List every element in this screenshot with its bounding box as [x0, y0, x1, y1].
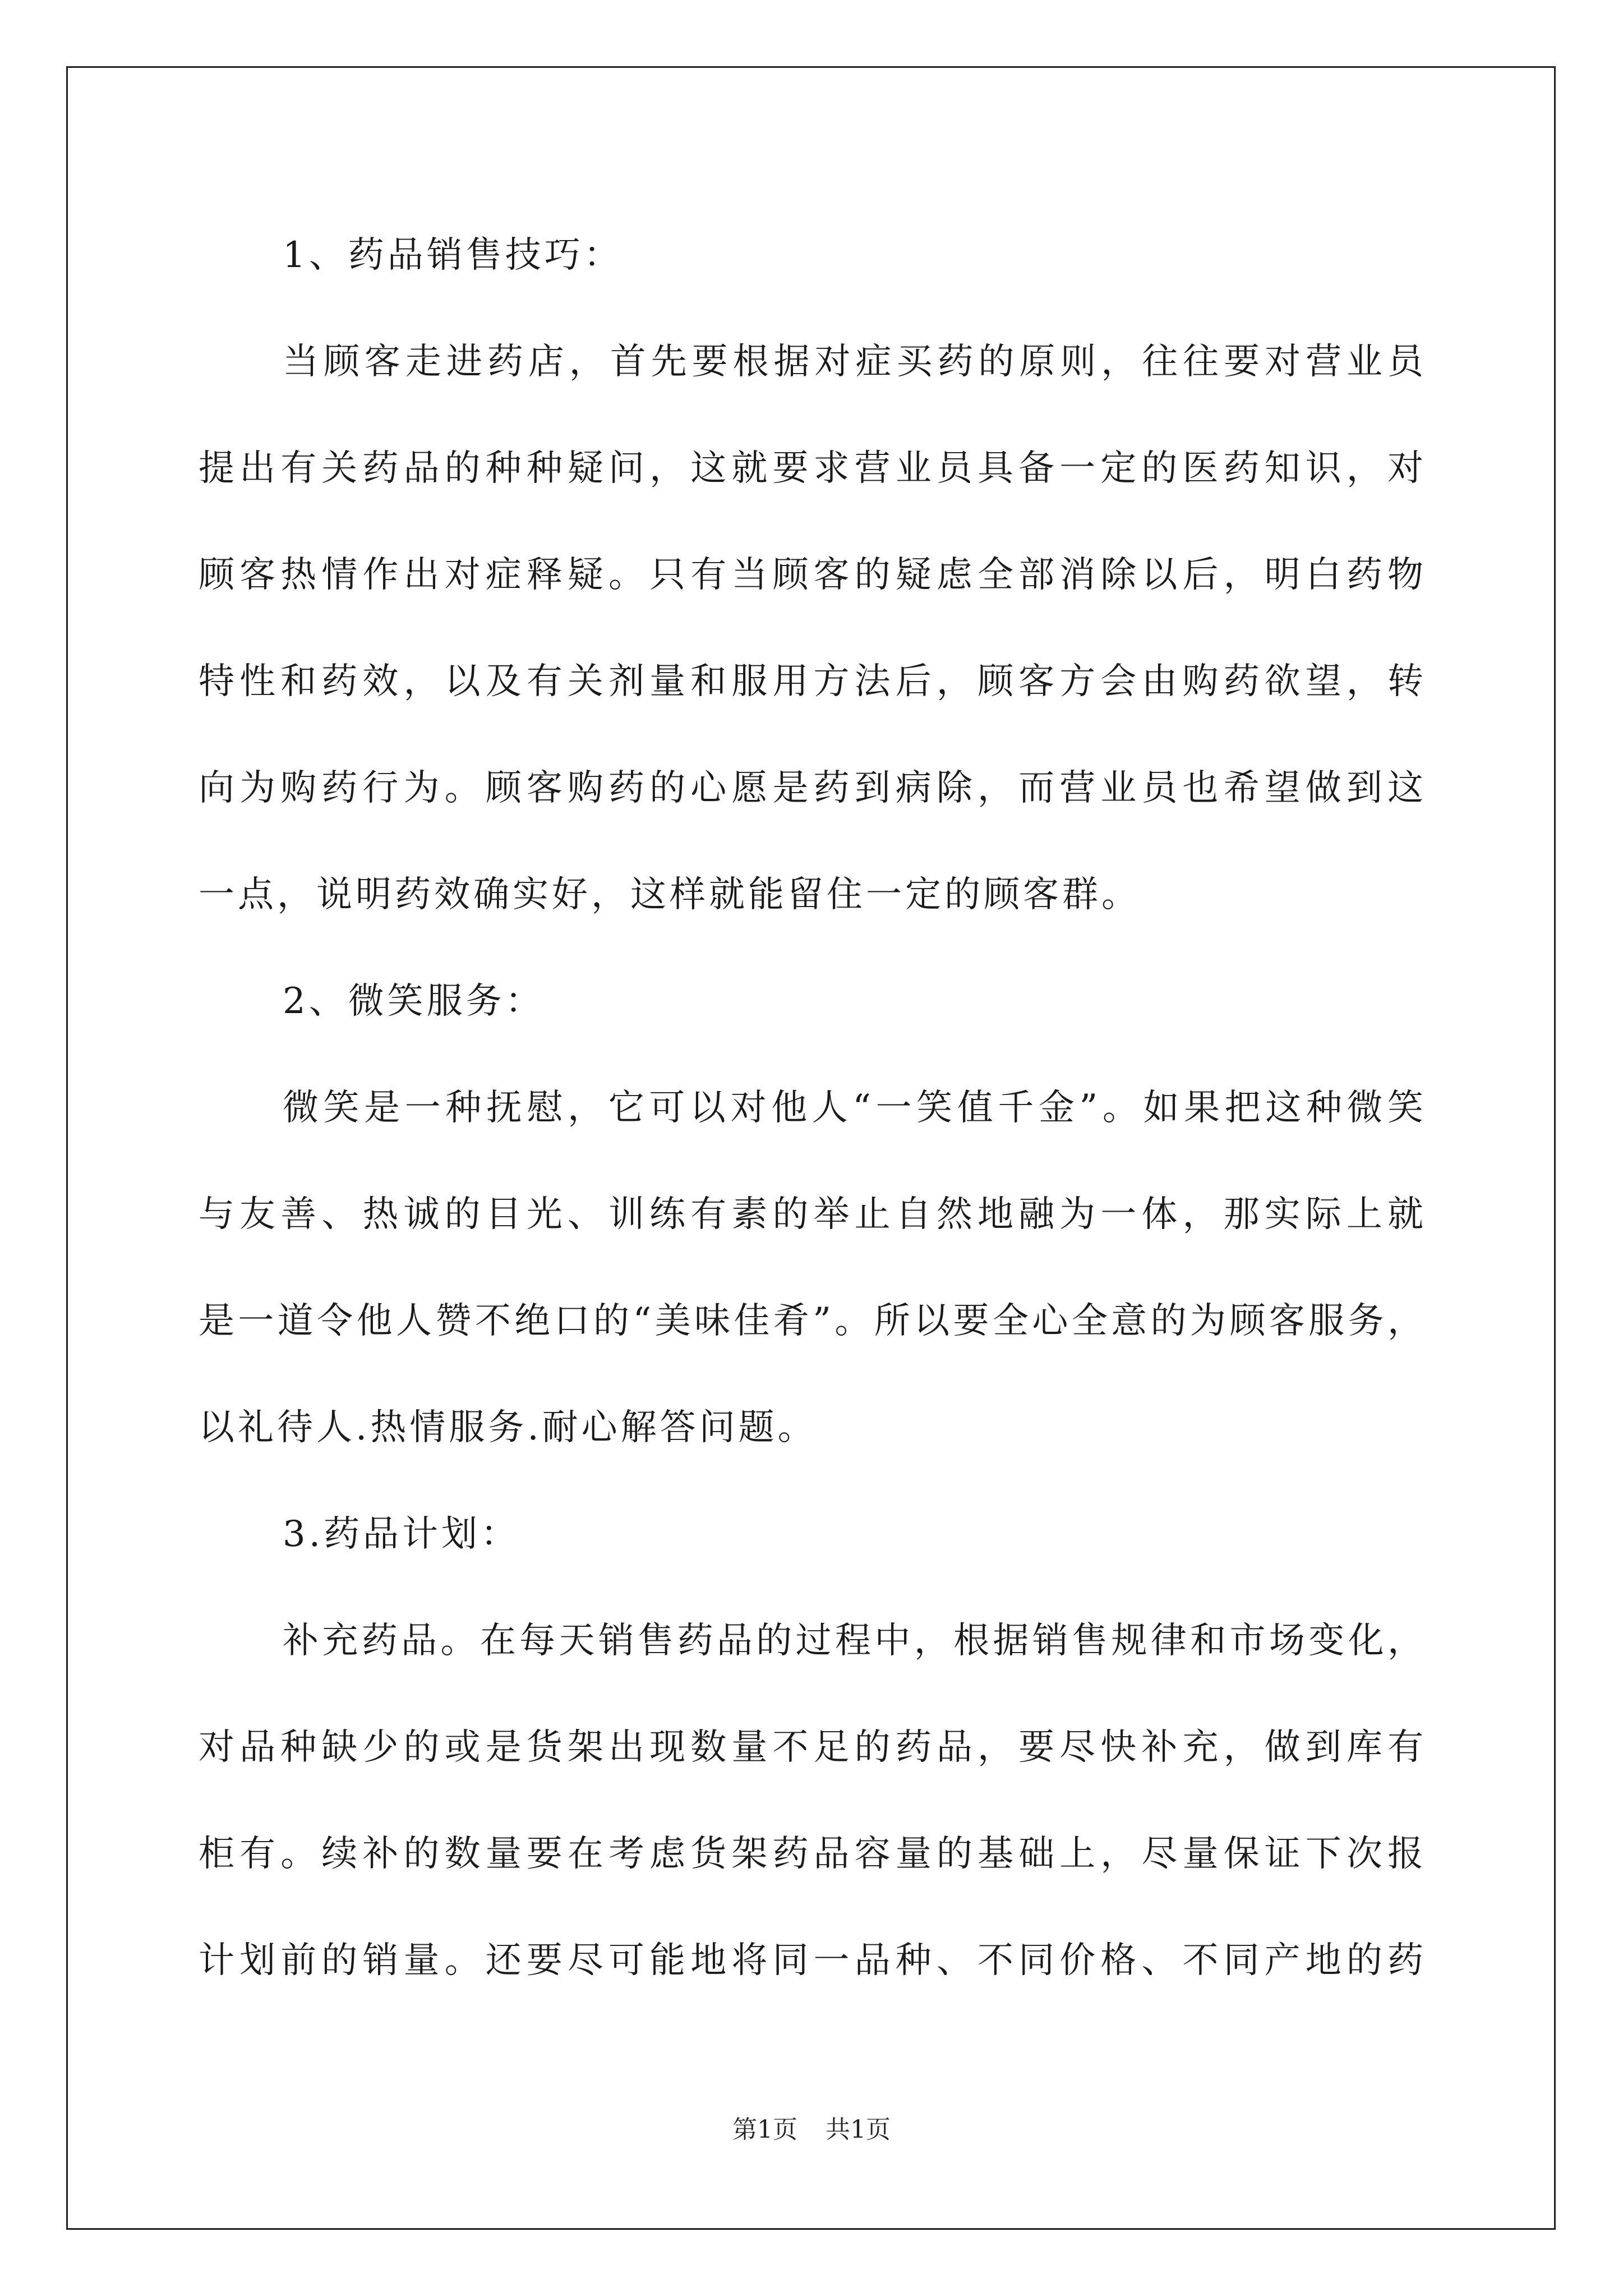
- paragraph-line: 柜有。续补的数量要在考虑货架药品容量的基础上，尽量保证下次报: [199, 1833, 1427, 1875]
- paragraph-line: 向为购药行为。顾客购药的心愿是药到病除，而营业员也希望做到这: [199, 767, 1427, 809]
- section-heading: 1、药品销售技巧：: [283, 234, 623, 276]
- paragraph-line: 特性和药效，以及有关剂量和服用方法后，顾客方会由购药欲望，转: [199, 661, 1427, 702]
- paragraph-line: 以礼待人.热情服务.耐心解答问题。: [199, 1407, 817, 1448]
- paragraph-line: 补充药品。在每天销售药品的过程中，根据销售规律和市场变化，: [283, 1620, 1427, 1662]
- page-footer: [0, 2109, 1623, 2145]
- page-number: 第1页: [732, 2115, 797, 2144]
- paragraph-line: 对品种缺少的或是货架出现数量不足的药品，要尽快补充，做到库有: [199, 1727, 1427, 1768]
- paragraph-line: 一点，说明药效确实好，这样就能留住一定的顾客群。: [199, 874, 1141, 915]
- paragraph-line: 是一道令他人赞不绝口的“美味佳肴”。所以要全心全意的为顾客服务，: [199, 1300, 1427, 1342]
- section-heading: 2、微笑服务：: [283, 981, 545, 1022]
- paragraph-line: 当顾客走进药店，首先要根据对症买药的原则，往往要对营业员: [283, 341, 1427, 383]
- paragraph-line: 微笑是一种抚慰，它可以对他人“一笑值千金”。如果把这种微笑: [283, 1087, 1427, 1129]
- paragraph-line: 计划前的销量。还要尽可能地将同一品种、不同价格、不同产地的药: [199, 1940, 1427, 1981]
- page-total: 共1页: [826, 2115, 891, 2144]
- document-body: [199, 202, 1427, 2014]
- paragraph-line: 提出有关药品的种种疑问，这就要求营业员具备一定的医药知识，对: [199, 448, 1427, 489]
- section-heading: 3.药品计划：: [283, 1513, 520, 1555]
- paragraph-line: 顾客热情作出对症释疑。只有当顾客的疑虑全部消除以后，明白药物: [199, 554, 1427, 596]
- paragraph-line: 与友善、热诚的目光、训练有素的举止自然地融为一体，那实际上就: [199, 1194, 1427, 1235]
